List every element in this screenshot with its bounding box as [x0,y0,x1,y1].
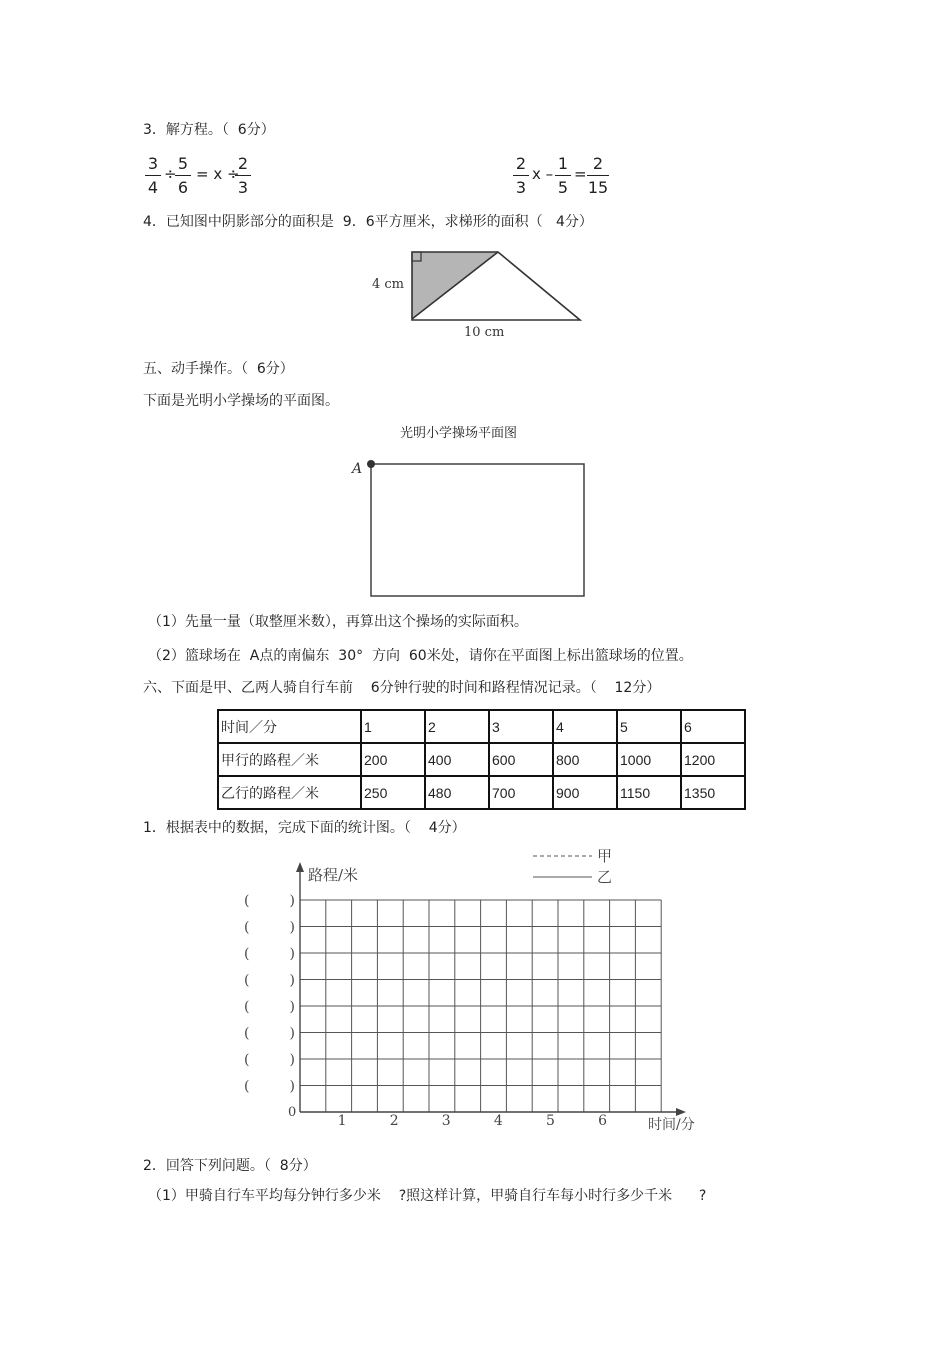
operator: ÷ [164,165,177,183]
base-label: 10 cm [464,325,505,340]
table-cell: 400 [425,743,489,776]
table-cell: 时间／分 [218,710,361,743]
denominator: 3 [237,178,249,197]
y-blank-label[interactable]: ( ) [244,919,295,936]
height-label: 4 cm [372,277,405,292]
x-axis-title: 时间/分 [648,1117,695,1133]
fraction-bar [175,175,191,176]
fraction [513,154,529,197]
x-tick-labels [338,1113,607,1129]
q3-title: 3．解方程。（ 6分） [143,122,275,138]
table-cell: 甲行的路程／米 [218,743,361,776]
origin-label: 0 [288,1105,297,1120]
numerator: 1 [557,154,569,173]
table-cell: 480 [425,776,489,809]
table-cell: 1 [361,710,425,743]
fraction [587,154,609,197]
section6-question-2-1: （1）甲骑自行车平均每分钟行多少米 ?照这样计算，甲骑自行车每小时行多少千米 ? [148,1188,707,1204]
map-title: 光明小学操场平面图 [400,426,518,441]
x-tick-label: 5 [546,1113,555,1129]
chart-grid [300,900,661,1112]
table-cell: 3 [489,710,553,743]
section6-title: 六、下面是甲、乙两人骑自行车前 6分钟行驶的时间和路程情况记录。（ 12分） [143,680,661,696]
q4-title: 4．已知图中阴影部分的面积是 9．6平方厘米，求梯形的面积（ 4分） [143,214,593,230]
y-blank-label[interactable]: ( ) [244,999,295,1015]
section5-intro: 下面是光明小学操场的平面图。 [143,393,339,409]
table-cell: 1150 [617,776,681,809]
table-row [218,776,745,809]
table-cell: 2 [425,710,489,743]
table-cell: 250 [361,776,425,809]
table-row [218,743,745,776]
fraction-bar [145,175,161,176]
fraction [235,154,251,197]
trapezoid-figure [360,240,600,345]
table-cell: 900 [553,776,617,809]
fraction [145,154,161,197]
table-cell: 1350 [681,776,745,809]
table-cell: 700 [489,776,553,809]
denominator: 3 [515,178,527,197]
equals-sign: = [574,165,587,183]
numerator: 2 [237,154,249,173]
table-cell: 乙行的路程／米 [218,776,361,809]
fraction-bar [513,175,529,176]
y-blank-label[interactable]: ( ) [244,1025,295,1042]
table-cell: 4 [553,710,617,743]
table-cell: 1000 [617,743,681,776]
fraction-bar [235,175,251,176]
section6-question-2: 2．回答下列问题。（ 8分） [143,1158,317,1174]
fraction [175,154,191,197]
x-axis-arrow [676,1108,686,1116]
y-axis-arrow [296,862,304,872]
playground-rectangle [371,464,584,596]
denominator: 15 [587,178,609,197]
numerator: 2 [515,154,527,173]
table-cell: 600 [489,743,553,776]
playground-map [345,455,595,605]
operator: x – [532,165,554,183]
fraction [555,154,571,197]
x-tick-label: 6 [598,1113,608,1129]
section5-title: 五、动手操作。（ 6分） [143,361,294,377]
legend-yi-label: 乙 [597,868,613,886]
x-tick-label: 2 [389,1113,399,1129]
section5-question-2: （2）篮球场在 A点的南偏东 30° 方向 60米处，请你在平面图上标出篮球场的位置。 [148,648,693,664]
point-a-label: A [352,461,363,477]
section5-question-1: （1）先量一量（取整厘米数），再算出这个操场的实际面积。 [148,614,528,630]
record-table [217,709,746,810]
x-tick-label: 3 [441,1113,451,1129]
numerator: 5 [177,154,189,173]
legend-jia-label: 甲 [597,847,613,865]
table-cell: 5 [617,710,681,743]
table-cell: 1200 [681,743,745,776]
fraction-bar [555,175,571,176]
y-blank-labels [244,893,295,1095]
point-a-marker [367,460,375,468]
y-blank-label[interactable]: ( ) [244,1078,295,1095]
y-axis-title: 路程/米 [308,866,359,884]
numerator: 2 [592,154,604,173]
numerator: 3 [147,154,159,173]
table-row [218,710,745,743]
denominator: 4 [147,178,159,197]
y-blank-label[interactable]: ( ) [244,893,295,909]
denominator: 5 [557,178,569,197]
x-tick-label: 4 [493,1113,503,1129]
table-cell: 200 [361,743,425,776]
x-tick-label: 1 [337,1113,347,1129]
denominator: 6 [177,178,189,197]
fraction-bar [587,175,609,176]
y-blank-label[interactable]: ( ) [244,972,295,989]
table-cell: 6 [681,710,745,743]
blank-statistics-chart [230,840,720,1140]
table-cell: 800 [553,743,617,776]
y-blank-label[interactable]: ( ) [244,1052,295,1068]
y-blank-label[interactable]: ( ) [244,946,295,962]
equals-x-div: = x ÷ [196,165,240,183]
section6-question-1: 1．根据表中的数据，完成下面的统计图。（ 4分） [143,820,466,836]
